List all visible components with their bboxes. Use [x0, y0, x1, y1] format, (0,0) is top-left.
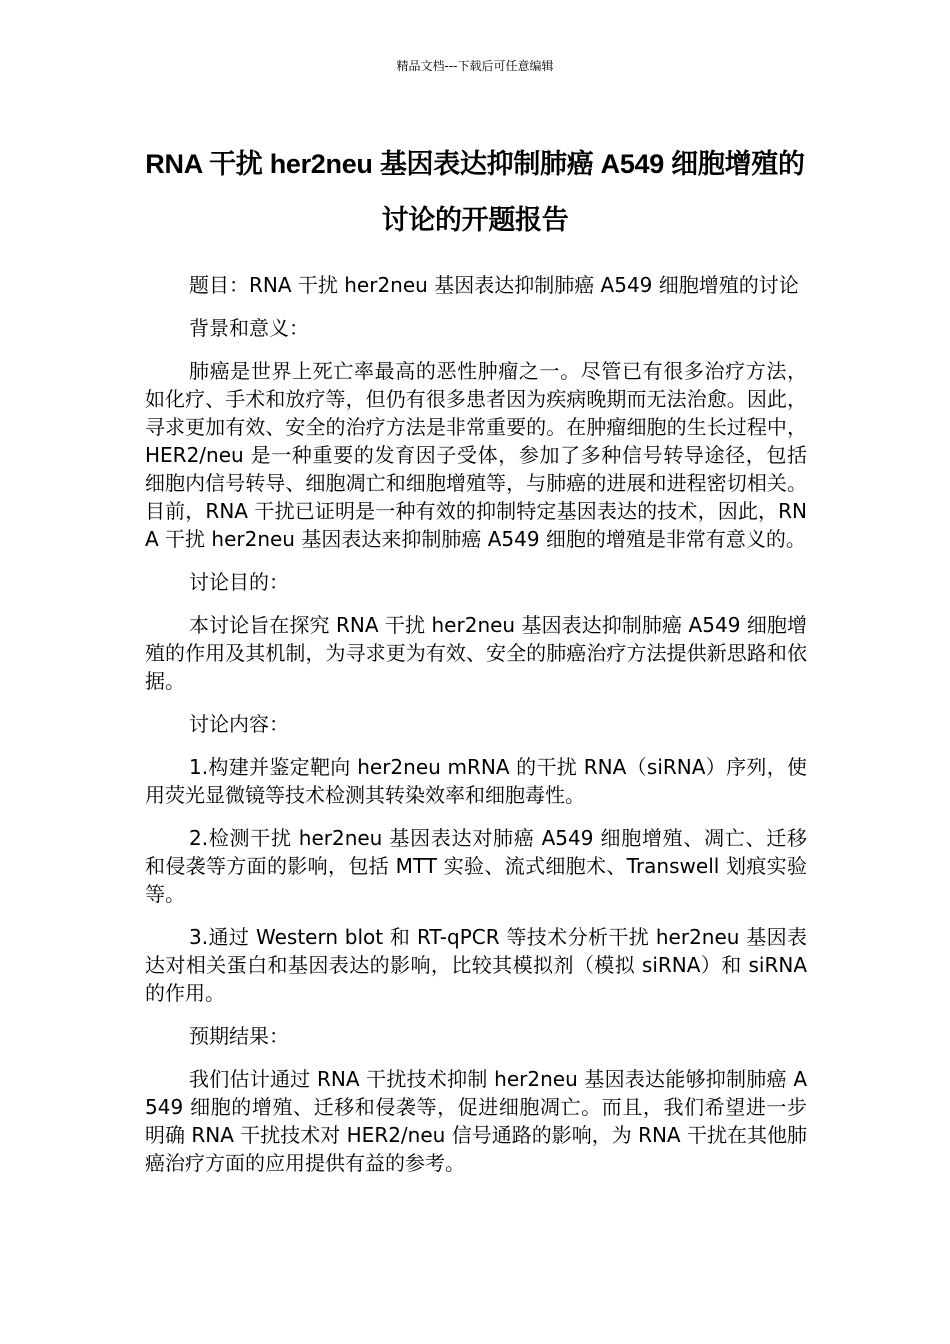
- topic-line: 题目：RNA 干扰 her2neu 基因表达抑制肺癌 A549 细胞增殖的讨论: [189, 273, 799, 297]
- document-title: RNA 干扰 her2neu 基因表达抑制肺癌 A549 细胞增殖的讨论的开题报告: [145, 149, 805, 235]
- document-body: [145, 271, 807, 1192]
- expected-paragraph: 我们估计通过 RNA 干扰技术抑制 her2neu 基因表达能够抑制肺癌 A549 细胞的增殖、迁移和侵袭等，促进细胞凋亡。而且，我们希望进一步明确 RNA 干扰技术对 HER2/neu 信号通路的影响，为 RNA 干扰在其他肺癌治疗方面的应用提供有益的参考。: [145, 1067, 807, 1175]
- content-heading: 讨论内容：: [189, 712, 289, 736]
- header-note: 精品文档---下载后可任意编辑: [396, 59, 554, 73]
- content-item: 1.构建并鉴定靶向 her2neu mRNA 的干扰 RNA（siRNA）序列，使用荧光显微镜等技术检测其转染效率和细胞毒性。: [145, 755, 807, 807]
- background-heading: 背景和意义：: [189, 316, 309, 340]
- purpose-paragraph: 本讨论旨在探究 RNA 干扰 her2neu 基因表达抑制肺癌 A549 细胞增殖的作用及其机制，为寻求更为有效、安全的肺癌治疗方法提供新思路和依据。: [145, 613, 807, 693]
- content-item: 2.检测干扰 her2neu 基因表达对肺癌 A549 细胞增殖、凋亡、迁移和侵袭等方面的影响，包括 MTT 实验、流式细胞术、Transwell 划痕实验等。: [145, 826, 807, 906]
- expected-heading: 预期结果：: [189, 1024, 289, 1048]
- background-paragraph: 肺癌是世界上死亡率最高的恶性肿瘤之一。尽管已有很多治疗方法，如化疗、手术和放疗等，但仍有很多患者因为疾病晚期而无法治愈。因此，寻求更加有效、安全的治疗方法是非常重要的。在肿瘤细胞的生长过程中，HER2/neu 是一种重要的发育因子受体，参加了多种信号转导途径，包括细胞内信号转导、细胞凋亡和细胞增殖等，与肺癌的进展和进程密切相关。目前，RNA 干扰已证明是一种有效的抑制特定基因表达的技术，因此，RNA 干扰 her2neu 基因表达来抑制肺癌 A549 细胞的增殖是非常有意义的。: [145, 359, 807, 551]
- purpose-heading: 讨论目的：: [189, 570, 289, 594]
- content-item: 3.通过 Western blot 和 RT-qPCR 等技术分析干扰 her2neu 基因表达对相关蛋白和基因表达的影响，比较其模拟剂（模拟 siRNA）和 siRNA 的作用。: [145, 925, 807, 1005]
